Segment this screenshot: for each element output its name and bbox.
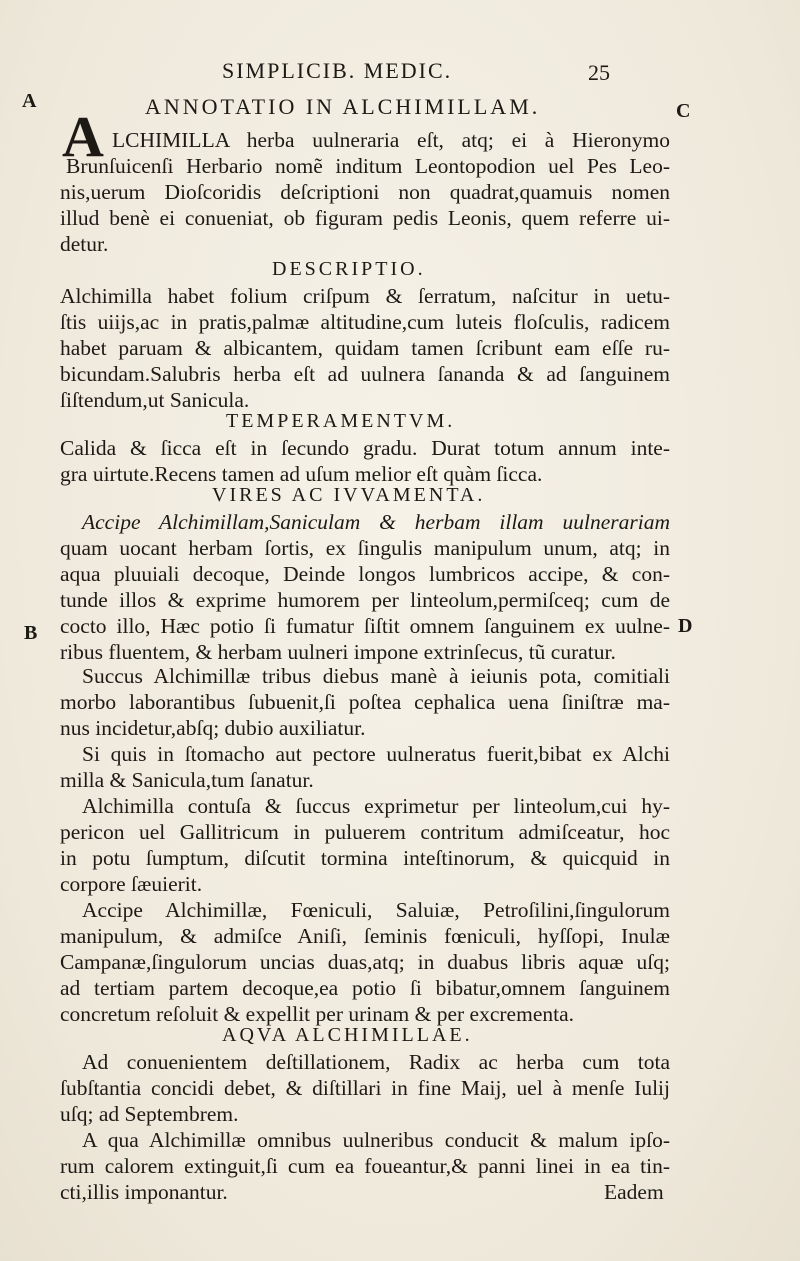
text-line: Alchimilla habet folium criſpum & ſerratum, naſcitur in uetu- [60,284,670,308]
text-line: corpore ſæuierit. [60,872,203,896]
text-line: LCHIMILLA herba uulneraria eſt, atq; ei à Hieronymo [112,128,670,152]
text-line: aqua pluuiali decoque, Deinde longos lumbricos accipe, & con- [60,562,670,586]
text-line: cti,illis imponantur. [60,1180,228,1204]
drop-initial: A [62,104,104,169]
heading-temperamentum: TEMPERAMENTVM. [226,410,456,432]
text-line: quam uocant herbam ſortis, ex ſingulis manipulum unum, atq; in [60,536,670,560]
text-line: ſiſtendum,ut Sanicula. [60,388,250,412]
page-title: ANNOTATIO IN ALCHIMILLAM. [145,94,541,119]
text-line: Si quis in ſtomacho aut pectore uulneratus fuerit,bibat ex Alchi [82,742,670,766]
text-line: habet paruam & albicantem, quidam tamen ſcribunt eam eſſe ru- [60,336,670,360]
text-line: morbo laborantibus ſubuenit,ſi poſtea cephalica uena ſiniſtræ ma- [60,690,670,714]
text-line: Brunſuicenſi Herbario nomẽ inditum Leontopodion uel Pes Leo- [66,154,670,178]
catchword: Eadem [604,1180,664,1204]
text-line: tunde illos & exprime humorem per linteolum,permiſceq; cum de [60,588,670,612]
text-line: Succus Alchimillæ tribus diebus manè à ieiunis pota, comitiali [82,664,670,688]
text-line: manipulum, & admiſce Aniſi, ſeminis fœniculi, hyſſopi, Inulæ [60,924,670,948]
text-line: cocto illo, Hæc potio ſi fumatur ſiſtit omnem ſanguinem ex uulne- [60,614,670,638]
text-line: pericon uel Gallitricum in puluerem contritum admiſceatur, hoc [60,820,670,844]
text-line: illud benè ei conueniat, ob figuram pedis Leonis, quem referre ui- [60,206,670,230]
text-line: Accipe Alchimillæ, Fœniculi, Saluiæ, Petroſilini,ſingulorum [82,898,670,922]
text-line: A qua Alchimillæ omnibus uulneribus conducit & malum ipſo- [82,1128,670,1152]
text-line: nis,uerum Dioſcoridis deſcriptioni non quadrat,quamuis nomen [60,180,670,204]
running-head: SIMPLICIB. MEDIC. [222,58,453,83]
text-line: ribus fluentem, & herbam uulneri impone extrinſecus, tũ curatur. [60,640,616,664]
text-line: uſq; ad Septembrem. [60,1102,239,1126]
heading-vires: VIRES AC IVVAMENTA. [212,484,486,506]
text-line: Accipe Alchimillam,Saniculam & herbam illam uulnerariam [82,510,670,534]
text-line: Alchimilla contuſa & ſuccus exprimetur per linteolum,cui hy- [82,794,670,818]
text-line: milla & Sanicula,tum ſanatur. [60,768,314,792]
text-line: gra uirtute.Recens tamen ad uſum melior eſt quàm ſicca. [60,462,543,486]
margin-letter-c: C [676,100,691,122]
text-line: concretum reſoluit & expellit per urinam & per excrementa. [60,1002,575,1026]
margin-letter-d: D [678,615,693,637]
margin-letter-a: A [22,90,37,112]
text-line: ad tertiam partem decoque,ea potio ſi bibatur,omnem ſanguinem [60,976,670,1000]
heading-aqua: AQVA ALCHIMILLAE. [222,1024,473,1046]
heading-descriptio: DESCRIPTIO. [272,258,426,280]
text-line: ſubſtantia concidi debet, & diſtillari in fine Maij, uel à menſe Iulij [60,1076,670,1100]
margin-letter-b: B [24,622,38,644]
text-line: Campanæ,ſingulorum uncias duas,atq; in duabus libris aquæ uſq; [60,950,670,974]
text-line: in potu ſumptum, diſcutit tormina inteſtinorum, & quicquid in [60,846,670,870]
page-number: 25 [588,60,610,85]
text-line: Ad conuenientem deſtillationem, Radix ac herba cum tota [82,1050,670,1074]
text-line: rum calorem extinguit,ſi cum ea foueantur,& panni linei in ea tin- [60,1154,670,1178]
text-line: Calida & ſicca eſt in ſecundo gradu. Durat totum annum inte- [60,436,670,460]
text-line: bicundam.Salubris herba eſt ad uulnera ſananda & ad ſanguinem [60,362,670,386]
text-line: detur. [60,232,109,256]
text-line: nus incidetur,abſq; dubio auxiliatur. [60,716,366,740]
text-line: ſtis uiijs,ac in pratis,palmæ altitudine,cum luteis floſculis, radicem [60,310,670,334]
